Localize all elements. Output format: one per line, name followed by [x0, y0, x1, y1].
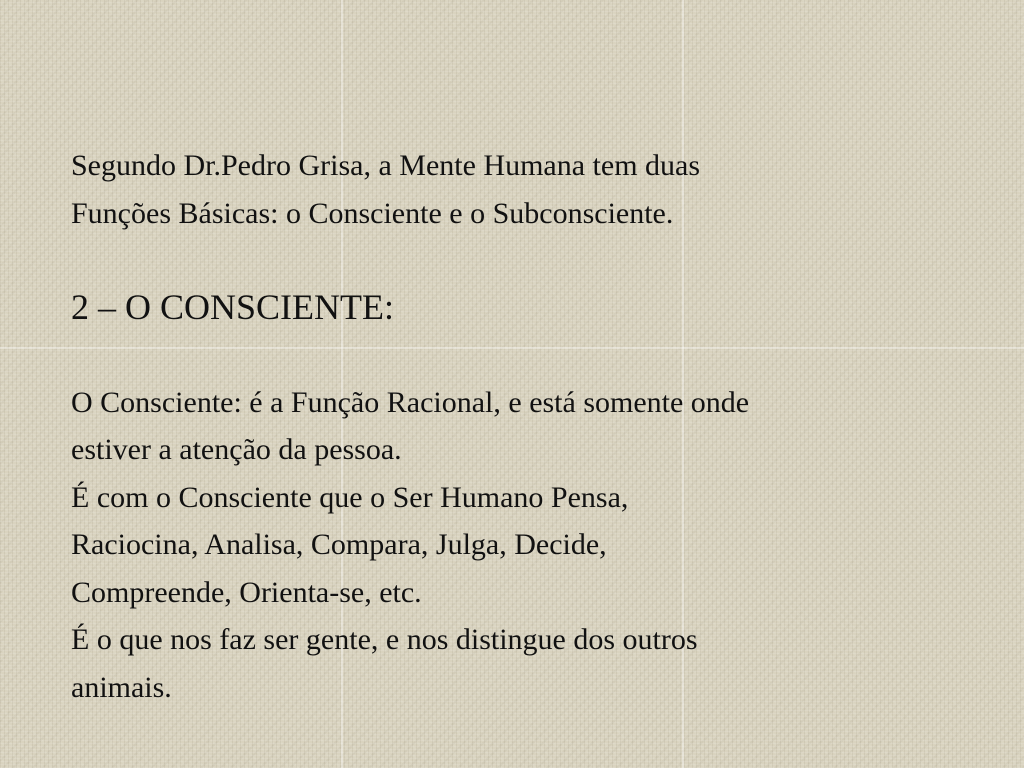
body-line: É com o Consciente que o Ser Humano Pensa, — [71, 480, 629, 514]
slide-content — [71, 142, 991, 711]
body-line: É o que nos faz ser gente, e nos distingue dos outros — [71, 623, 698, 656]
body-line: O Consciente: é a Função Racional, e está somente onde — [71, 385, 750, 419]
intro-line: Segundo Dr.Pedro Grisa, a Mente Humana tem duas — [71, 149, 701, 182]
body-line: Compreende, Orienta-se, etc. — [71, 575, 422, 609]
body-line: animais. — [71, 670, 172, 704]
intro-line: Funções Básicas: o Consciente e o Subconsciente. — [71, 196, 674, 230]
section-heading: 2 – O CONSCIENTE: — [71, 287, 394, 327]
body-line: Raciocina, Analisa, Compara, Julga, Decide, — [71, 528, 607, 561]
body-line: estiver a atenção da pessoa. — [71, 433, 402, 466]
